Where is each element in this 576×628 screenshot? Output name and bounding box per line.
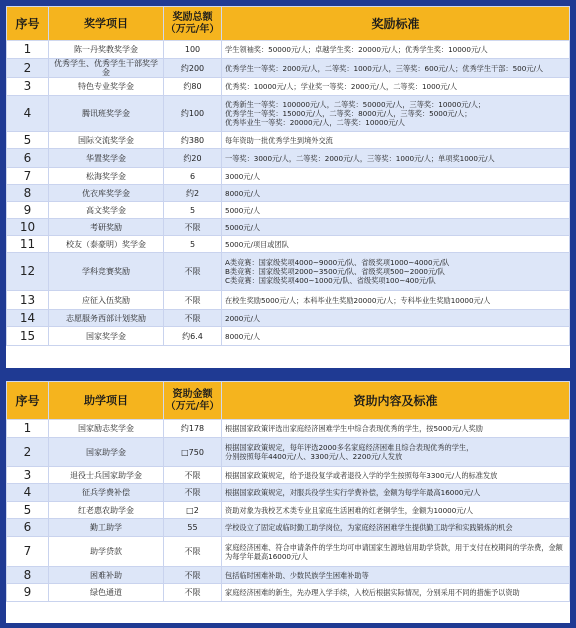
row-index: 6: [7, 149, 49, 168]
scholarship-row: [7, 96, 570, 132]
header-standard: 资助内容及标准: [222, 382, 570, 420]
row-standard: 2000元/人: [222, 310, 570, 327]
aid-row: [7, 420, 570, 438]
row-index: 4: [7, 96, 49, 132]
row-item-name: 华置奖学金: [49, 149, 164, 168]
row-item-name: 征兵学费补偿: [49, 484, 164, 502]
row-standard: 每年资助一批优秀学生到境外交流: [222, 132, 570, 149]
row-amount: 约6.4: [164, 327, 222, 346]
row-amount: □2: [164, 502, 222, 519]
row-amount: 不限: [164, 467, 222, 484]
row-amount: 不限: [164, 584, 222, 602]
row-item-name: 国际交流奖学金: [49, 132, 164, 149]
row-index: 8: [7, 185, 49, 202]
aid-row: [7, 584, 570, 602]
row-standard: 5000元/人: [222, 219, 570, 236]
row-item-name: 志愿服务西部计划奖励: [49, 310, 164, 327]
row-amount: 100: [164, 41, 222, 59]
row-standard: 根据国家政策规定，给予退役复学或者退役入学的学生按照每年3300元/人的标准发放: [222, 467, 570, 484]
aid-row: [7, 567, 570, 584]
row-index: 1: [7, 420, 49, 438]
row-amount: □750: [164, 438, 222, 467]
row-item-name: 特色专业奖学金: [49, 78, 164, 96]
row-standard: 根据国家政策规定，对服兵役学生实行学费补偿，金额为每学年最高16000元/人: [222, 484, 570, 502]
row-amount: 约200: [164, 59, 222, 78]
row-item-name: 考研奖励: [49, 219, 164, 236]
row-index: 13: [7, 291, 49, 310]
row-amount: 不限: [164, 567, 222, 584]
row-amount: 5: [164, 236, 222, 253]
row-index: 9: [7, 584, 49, 602]
row-index: 14: [7, 310, 49, 327]
header-item: 奖学项目: [49, 7, 164, 41]
row-standard: 5000元/项目或团队: [222, 236, 570, 253]
row-item-name: 国家奖学金: [49, 327, 164, 346]
row-amount: 6: [164, 168, 222, 185]
row-item-name: 应征入伍奖励: [49, 291, 164, 310]
aid-row: [7, 519, 570, 537]
row-item-name: 高文奖学金: [49, 202, 164, 219]
scholarship-table: [6, 6, 570, 346]
row-amount: 约2: [164, 185, 222, 202]
row-item-name: 勤工助学: [49, 519, 164, 537]
row-index: 5: [7, 502, 49, 519]
row-index: 3: [7, 467, 49, 484]
row-amount: 不限: [164, 310, 222, 327]
row-standard: 学校设立了固定或临时勤工助学岗位，为家庭经济困难学生提供勤工助学和实践锻炼的机会: [222, 519, 570, 537]
row-standard: 资助对象为我校艺术类专业且家庭生活困难的红老铜学生，金额为10000元/人: [222, 502, 570, 519]
row-index: 11: [7, 236, 49, 253]
scholarship-row: [7, 291, 570, 310]
header-standard: 奖励标准: [222, 7, 570, 41]
row-amount: 约80: [164, 78, 222, 96]
row-amount: 约380: [164, 132, 222, 149]
row-standard: 在校生奖励5000元/人；本科毕业生奖励20000元/人；专科毕业生奖励10000元/人: [222, 291, 570, 310]
row-standard: 8000元/人: [222, 327, 570, 346]
scholarship-row: [7, 327, 570, 346]
row-index: 5: [7, 132, 49, 149]
row-standard: 5000元/人: [222, 202, 570, 219]
row-item-name: 绿色通道: [49, 584, 164, 602]
row-index: 7: [7, 537, 49, 567]
row-amount: 不限: [164, 537, 222, 567]
row-standard: A类竞赛：国家级奖项4000~9000元/队、省级奖项1000~4000元/队 B类竞赛：国家级奖项2000~3500元/队、省级奖项500~2000元/队 C类竞赛：国家级奖项400~1000元/队、省级奖项100~400元/队: [222, 253, 570, 291]
row-item-name: 国家助学金: [49, 438, 164, 467]
header-index: 序号: [7, 382, 49, 420]
row-item-name: 助学贷款: [49, 537, 164, 567]
row-item-name: 学科竞赛奖励: [49, 253, 164, 291]
row-standard: 根据国家政策规定，每年评选2000多名家庭经济困难且综合表现优秀的学生， 分别按照每年4400元/人、3300元/人、2200元/人发放: [222, 438, 570, 467]
row-index: 9: [7, 202, 49, 219]
row-amount: 不限: [164, 219, 222, 236]
row-item-name: 优衣库奖学金: [49, 185, 164, 202]
scholarship-header-row: [7, 7, 570, 41]
row-amount: 约20: [164, 149, 222, 168]
row-index: 10: [7, 219, 49, 236]
row-amount: 约100: [164, 96, 222, 132]
row-item-name: 优秀学生、优秀学生干部奖学金: [49, 59, 164, 78]
scholarship-row: [7, 310, 570, 327]
scholarship-panel: [6, 6, 570, 368]
row-item-name: 红老惠农助学金: [49, 502, 164, 519]
aid-row: [7, 438, 570, 467]
aid-row: [7, 537, 570, 567]
row-item-name: 松海奖学金: [49, 168, 164, 185]
row-index: 2: [7, 438, 49, 467]
aid-row: [7, 484, 570, 502]
scholarship-row: [7, 185, 570, 202]
row-item-name: 困难补助: [49, 567, 164, 584]
header-amount: 资助金额 （万元/年）: [164, 382, 222, 420]
scholarship-row: [7, 253, 570, 291]
row-amount: 不限: [164, 291, 222, 310]
scholarship-row: [7, 149, 570, 168]
row-index: 15: [7, 327, 49, 346]
row-amount: 5: [164, 202, 222, 219]
aid-panel: [6, 381, 570, 623]
row-standard: 根据国家政策评选出家庭经济困难学生中综合表现优秀的学生，按5000元/人奖励: [222, 420, 570, 438]
scholarship-row: [7, 59, 570, 78]
row-standard: 优秀新生一等奖：100000元/人，二等奖：50000元/人，三等奖：10000元/人； 优秀学生一等奖：15000元/人，二等奖：8000元/人，三等奖：5000元/人； 优秀毕业生一等奖：20000元/人，二等奖：10000元/人: [222, 96, 570, 132]
scholarship-row: [7, 132, 570, 149]
scholarship-row: [7, 168, 570, 185]
header-amount: 奖励总额 （万元/年）: [164, 7, 222, 41]
scholarship-row: [7, 41, 570, 59]
row-index: 2: [7, 59, 49, 78]
aid-row: [7, 467, 570, 484]
row-amount: 约178: [164, 420, 222, 438]
row-standard: 家庭经济困难、符合申请条件的学生均可申请国家生源地信用助学贷款，用于支付在校期间的学杂费，金额为每学年最高16000元/人: [222, 537, 570, 567]
row-index: 3: [7, 78, 49, 96]
row-standard: 优秀奖：10000元/人；学业奖一等奖：2000元/人，二等奖：1000元/人: [222, 78, 570, 96]
row-index: 1: [7, 41, 49, 59]
aid-header-row: [7, 382, 570, 420]
row-index: 12: [7, 253, 49, 291]
aid-table: [6, 381, 570, 602]
row-standard: 3000元/人: [222, 168, 570, 185]
row-index: 7: [7, 168, 49, 185]
row-item-name: 校友（泰豪明）奖学金: [49, 236, 164, 253]
row-amount: 55: [164, 519, 222, 537]
row-item-name: 退役士兵国家助学金: [49, 467, 164, 484]
row-item-name: 陈一丹奖教奖学金: [49, 41, 164, 59]
scholarship-row: [7, 236, 570, 253]
row-amount: 不限: [164, 253, 222, 291]
row-standard: 8000元/人: [222, 185, 570, 202]
scholarship-row: [7, 78, 570, 96]
header-index: 序号: [7, 7, 49, 41]
scholarship-row: [7, 219, 570, 236]
row-standard: 一等奖：3000元/人，二等奖：2000元/人，三等奖：1000元/人；单项奖1000元/人: [222, 149, 570, 168]
row-amount: 不限: [164, 484, 222, 502]
row-standard: 家庭经济困难的新生，先办理入学手续，入校后根据实际情况，分别采用不同的措施予以资助: [222, 584, 570, 602]
row-standard: 学生领袖奖：50000元/人；卓越学生奖：20000元/人；优秀学生奖：10000元/人: [222, 41, 570, 59]
row-item-name: 腾讯班奖学金: [49, 96, 164, 132]
row-standard: 优秀学生一等奖：2000元/人，二等奖：1000元/人，三等奖：600元/人；优秀学生干部：500元/人: [222, 59, 570, 78]
row-index: 8: [7, 567, 49, 584]
row-item-name: 国家励志奖学金: [49, 420, 164, 438]
row-standard: 包括临时困难补助、少数民族学生困难补助等: [222, 567, 570, 584]
header-item: 助学项目: [49, 382, 164, 420]
row-index: 6: [7, 519, 49, 537]
aid-row: [7, 502, 570, 519]
scholarship-row: [7, 202, 570, 219]
row-index: 4: [7, 484, 49, 502]
